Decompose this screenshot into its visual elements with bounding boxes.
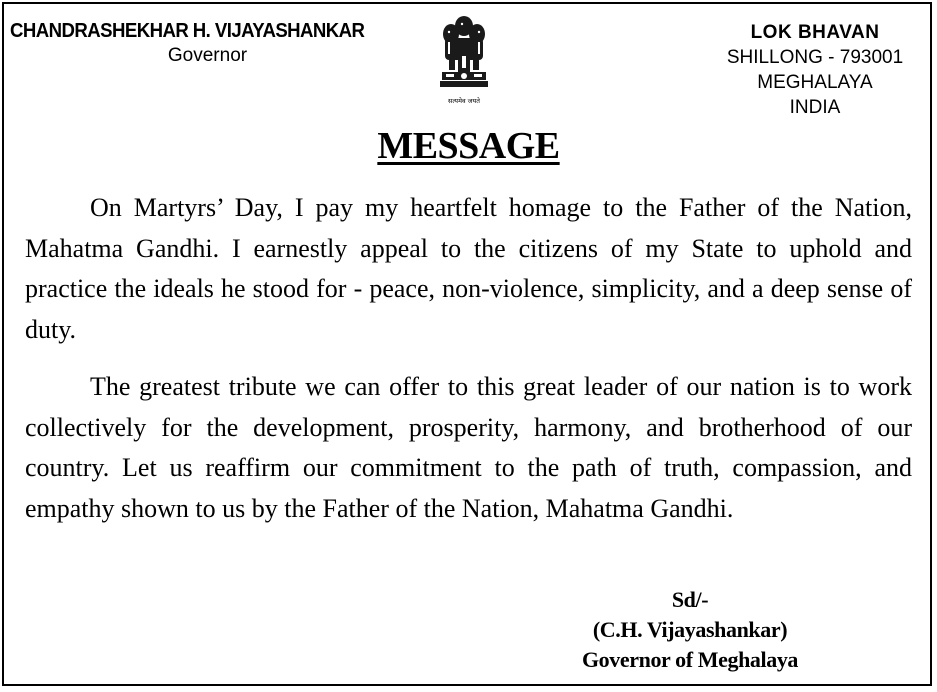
- address-line-4: INDIA: [789, 97, 841, 118]
- address-line-3: MEGHALAYA: [757, 72, 873, 93]
- governor-designation: Governor: [167, 45, 248, 66]
- page-title-text: MESSAGE: [377, 125, 560, 167]
- sender-block: [10, 20, 410, 67]
- address-line-2: SHILLONG - 793001: [726, 47, 904, 68]
- emblem-motto: सत्यमेव जयते: [448, 97, 480, 105]
- message-paragraph-1: On Martyrs’ Day, I pay my heartfelt homage to the Father of the Nation, Mahatma Gandhi. I earnestly appeal to the citizens of my State to uphold and practice the ideals he stood for - peace, non-violence, simplicity, and a deep sense of duty.: [25, 193, 912, 344]
- page-title: [0, 124, 937, 168]
- signature-title: Governor of Meghalaya: [581, 647, 799, 672]
- signature-name: (C.H. Vijayashankar): [592, 617, 788, 642]
- governor-name: CHANDRASHEKHAR H. VIJAYASHANKAR: [10, 20, 365, 42]
- signature-sd: Sd/-: [671, 587, 709, 612]
- national-emblem-icon: [436, 12, 492, 108]
- signature-block: [520, 585, 860, 675]
- address-line-1: LOK BHAVAN: [750, 22, 880, 43]
- message-paragraph-2: The greatest tribute we can offer to this great leader of our nation is to work collectively for the development, prosperity, harmony, and brotherhood of our country. Let us reaffirm our commitment to the path of truth, compassion, and empathy shown to us by the Father of the Nation, Mahatma Gandhi.: [25, 372, 912, 523]
- address-block: [690, 20, 937, 120]
